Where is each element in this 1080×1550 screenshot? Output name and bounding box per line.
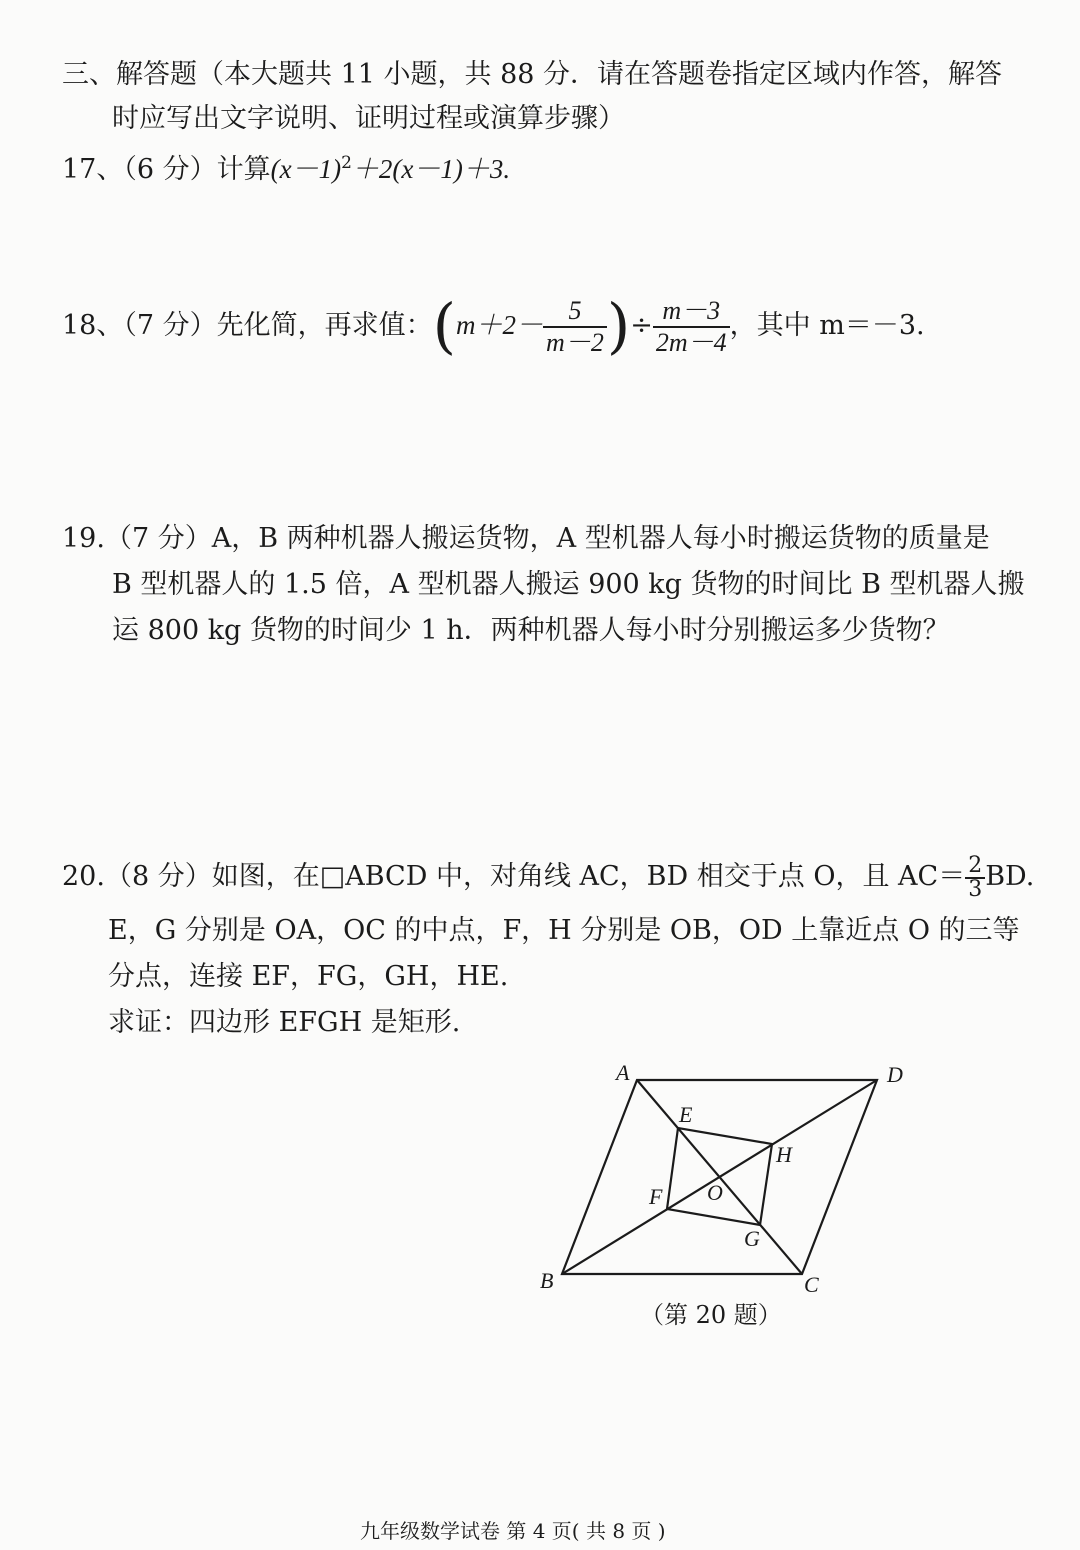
q20-frac-num: 2 (968, 852, 983, 878)
label-o: O (707, 1180, 723, 1205)
figure-caption: （第 20 题） (640, 1301, 782, 1329)
question-18 (62, 290, 925, 361)
diagonal-bd (562, 1080, 877, 1274)
q18-frac1-den: m－2 (543, 326, 607, 358)
q17-expr-b: ＋2(x－1)＋3. (351, 154, 511, 184)
label-d: D (887, 1062, 903, 1087)
q20-frac-den: 3 (965, 877, 985, 901)
q20-prefix: 20.（8 分）如图，在□ABCD 中，对角线 AC，BD 相交于点 O，且 AC＝ (62, 861, 966, 892)
q19-line3: 运 800 kg 货物的时间少 1 h．两种机器人每小时分别搬运多少货物？ (112, 615, 950, 646)
q18-frac2-den: 2m－4 (653, 326, 730, 358)
q20-line3: 分点，连接 EF，FG，GH，HE. (108, 961, 509, 992)
label-b: B (540, 1268, 554, 1293)
q18-div: ÷ (630, 310, 653, 341)
section-header-line2: 时应写出文字说明、证明过程或演算步骤） (112, 103, 625, 134)
question-17 (62, 146, 510, 187)
q20-after: BD. (985, 861, 1035, 892)
label-g: G (744, 1226, 760, 1251)
label-h: H (776, 1142, 792, 1167)
q20-line1 (62, 852, 1034, 902)
q20-line4: 求证：四边形 EFGH 是矩形. (108, 1007, 461, 1038)
q18-frac1-num: 5 (568, 295, 582, 325)
label-f: F (649, 1184, 663, 1209)
right-paren: ) (606, 291, 631, 362)
q20-line2: E，G 分别是 OA，OC 的中点，F，H 分别是 OB，OD 上靠近点 O 的三等 (108, 915, 1020, 946)
q18-fraction-1 (543, 296, 607, 358)
q18-suffix: ，其中 m＝－3. (729, 310, 925, 341)
q18-fraction-2 (653, 296, 730, 358)
q20-fraction (965, 852, 985, 902)
q17-expr-a: (x－1) (270, 154, 342, 184)
q17-exponent: 2 (341, 153, 352, 173)
q18-prefix: 18、（7 分）先化简，再求值： (62, 310, 433, 341)
q18-frac2-num: m－3 (662, 295, 721, 325)
left-paren: ( (432, 291, 457, 362)
label-c: C (804, 1272, 819, 1297)
label-e: E (679, 1102, 693, 1127)
q19-line2: B 型机器人的 1.5 倍，A 型机器人搬运 900 kg 货物的时间比 B 型机器人搬 (112, 569, 1025, 600)
q18-inner: m＋2－ (456, 310, 544, 340)
section-header-line1: 三、解答题（本大题共 11 小题，共 88 分．请在答题卷指定区域内作答，解答 (62, 59, 1003, 90)
q17-prefix: 17、（6 分）计算 (62, 154, 271, 185)
label-a: A (616, 1060, 630, 1085)
q19-line1: 19.（7 分）A，B 两种机器人搬运货物，A 型机器人每小时搬运货物的质量是 (62, 523, 990, 554)
page-footer: 九年级数学试卷 第 4 页( 共 8 页 ) (360, 1519, 666, 1543)
